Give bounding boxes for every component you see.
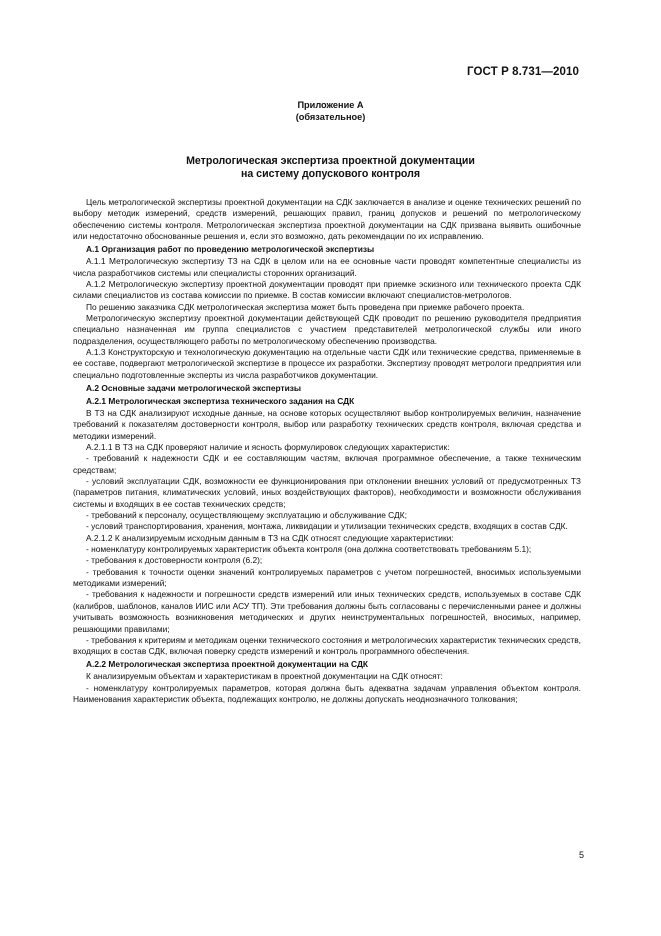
paragraph: - требования к надежности и погрешности средств измерений или иных технических средств, используемых в составе СДК (калибров, шаблонов, каналов ИИС или АСУ ТП). Эти требования должны быть согласованы с перечисленными ранее и должны учитывать возможность возникновения методических и других неинструментальных погрешностей, вносимых, например, решающими правилами;: [73, 589, 581, 634]
section-heading: А.2.2 Метрологическая экспертиза проектной документации на СДК: [86, 659, 369, 670]
paragraph: - требования к критериям и методикам оценки технического состояния и метрологических характеристик технических средств, входящих в состав СДК, включая поверку средств измерений и контроль программного обеспечения.: [73, 634, 581, 657]
paragraph: - номенклатуру контролируемых характеристик объекта контроля (она должна соответствовать требованиям 5.1);: [86, 544, 532, 555]
paragraph: А.2.1.2 К анализируемым исходным данным в ТЗ на СДК относят следующие характеристики:: [86, 532, 454, 543]
section-heading: А.2.1 Метрологическая экспертиза технического задания на СДК: [86, 395, 355, 406]
paragraph: - требования к достоверности контроля (6.2);: [86, 555, 263, 566]
section-heading: А.2 Основные задачи метрологической экспертизы: [86, 382, 302, 393]
paragraph: В ТЗ на СДК анализируют исходные данные, на основе которых осуществляют выбор контролируемых величин, назначение требований к показателям достоверности контроля, выбор или разработку технических средств контроля, включая средства и методики измерений.: [73, 407, 581, 441]
appendix-label: Приложение А: [297, 100, 364, 110]
paragraph: А.1.2 Метрологическую экспертизу проектной документации проводят при приемке эскизного или технического проекта СДК силами специалистов из состава комиссии по приемке. В состав комиссии включают специалистов-метрологов.: [73, 279, 581, 301]
appendix-status: (обязательное): [295, 112, 366, 122]
section-heading: А.1 Организация работ по проведению метрологической экспертизы: [86, 243, 375, 254]
paragraph: Цель метрологической экспертизы проектной документации на СДК заключается в анализе и оценке технических решений по выбору методик измерений, средств измерений, решающих правил, границ допусков и решений по метрологическому обеспечению системы контроля. Метрологическая экспертиза проектной документации на СДК призвана выявить ошибочные или недостаточно обоснованные решения и, если это возможно, дать рекомендации по их исправлению.: [73, 197, 581, 242]
paragraph: - условий эксплуатации СДК, возможности ее функционирования при отклонении внешних условий от предусмотренных ТЗ (параметров питания, климатических условий, иных воздействующих факторов), необходимости и возможности обслуживания системы и входящих в ее состав технических средств;: [73, 476, 581, 509]
paragraph: - требований к надежности СДК и ее составляющим частям, включая программное обеспечение, а также техническим средствам;: [73, 453, 581, 475]
document-body: [73, 197, 581, 706]
paragraph: - требований к персоналу, осуществляющему эксплуатацию и обслуживание СДК;: [86, 510, 407, 521]
paragraph: - условий транспортирования, хранения, монтажа, ликвидации и утилизации технических средств, входящих в состав СДК.: [86, 521, 568, 532]
page-number: 5: [578, 850, 584, 860]
standard-code: ГОСТ Р 8.731—2010: [467, 66, 579, 78]
paragraph: А.1.1 Метрологическую экспертизу ТЗ на СДК в целом или на ее основные части проводят компетентные специалисты из числа разработчиков системы или специалисты сторонних организаций.: [73, 256, 581, 278]
title-line-1: Метрологическая экспертиза проектной документации: [186, 155, 475, 167]
paragraph: Метрологическую экспертизу проектной документации действующей СДК проводит по решению руководителя предприятия специально назначенная им группа специалистов с участием представителей метрологической службы или иного подразделения, осуществляющего работы по метрологическому обеспечению производства.: [73, 313, 581, 346]
paragraph: К анализируемым объектам и характеристикам в проектной документации на СДК относят:: [86, 671, 443, 682]
title-line-2: на систему допускового контроля: [240, 168, 421, 180]
appendix-heading: [0, 99, 661, 123]
paragraph: - номенклатуру контролируемых параметров, которая должна быть адекватна задачам управления объектом контроля. Наименования характеристик объекта, подлежащих контролю, не должны допускать неоднозначного толкования;: [73, 682, 581, 705]
paragraph: - требования к точности оценки значений контролируемых параметров с учетом погрешностей, вносимых используемыми методиками измерений;: [73, 566, 581, 589]
document-title: [0, 155, 661, 181]
paragraph: А.2.1.1 В ТЗ на СДК проверяют наличие и ясность формулировок следующих характеристик:: [86, 442, 450, 452]
paragraph: По решению заказчика СДК метрологическая экспертиза может быть проведена при приемке рабочего проекта.: [86, 301, 525, 312]
paragraph: А.1.3 Конструкторскую и технологическую документацию на отдельные части СДК или технические средства, применяемые в ее составе, подвергают метрологической экспертизе в процессе их разработки. Экспертизу проводят метрологи предприятия или специально подготовленные эксперты из числа разработчиков документации.: [73, 347, 581, 380]
